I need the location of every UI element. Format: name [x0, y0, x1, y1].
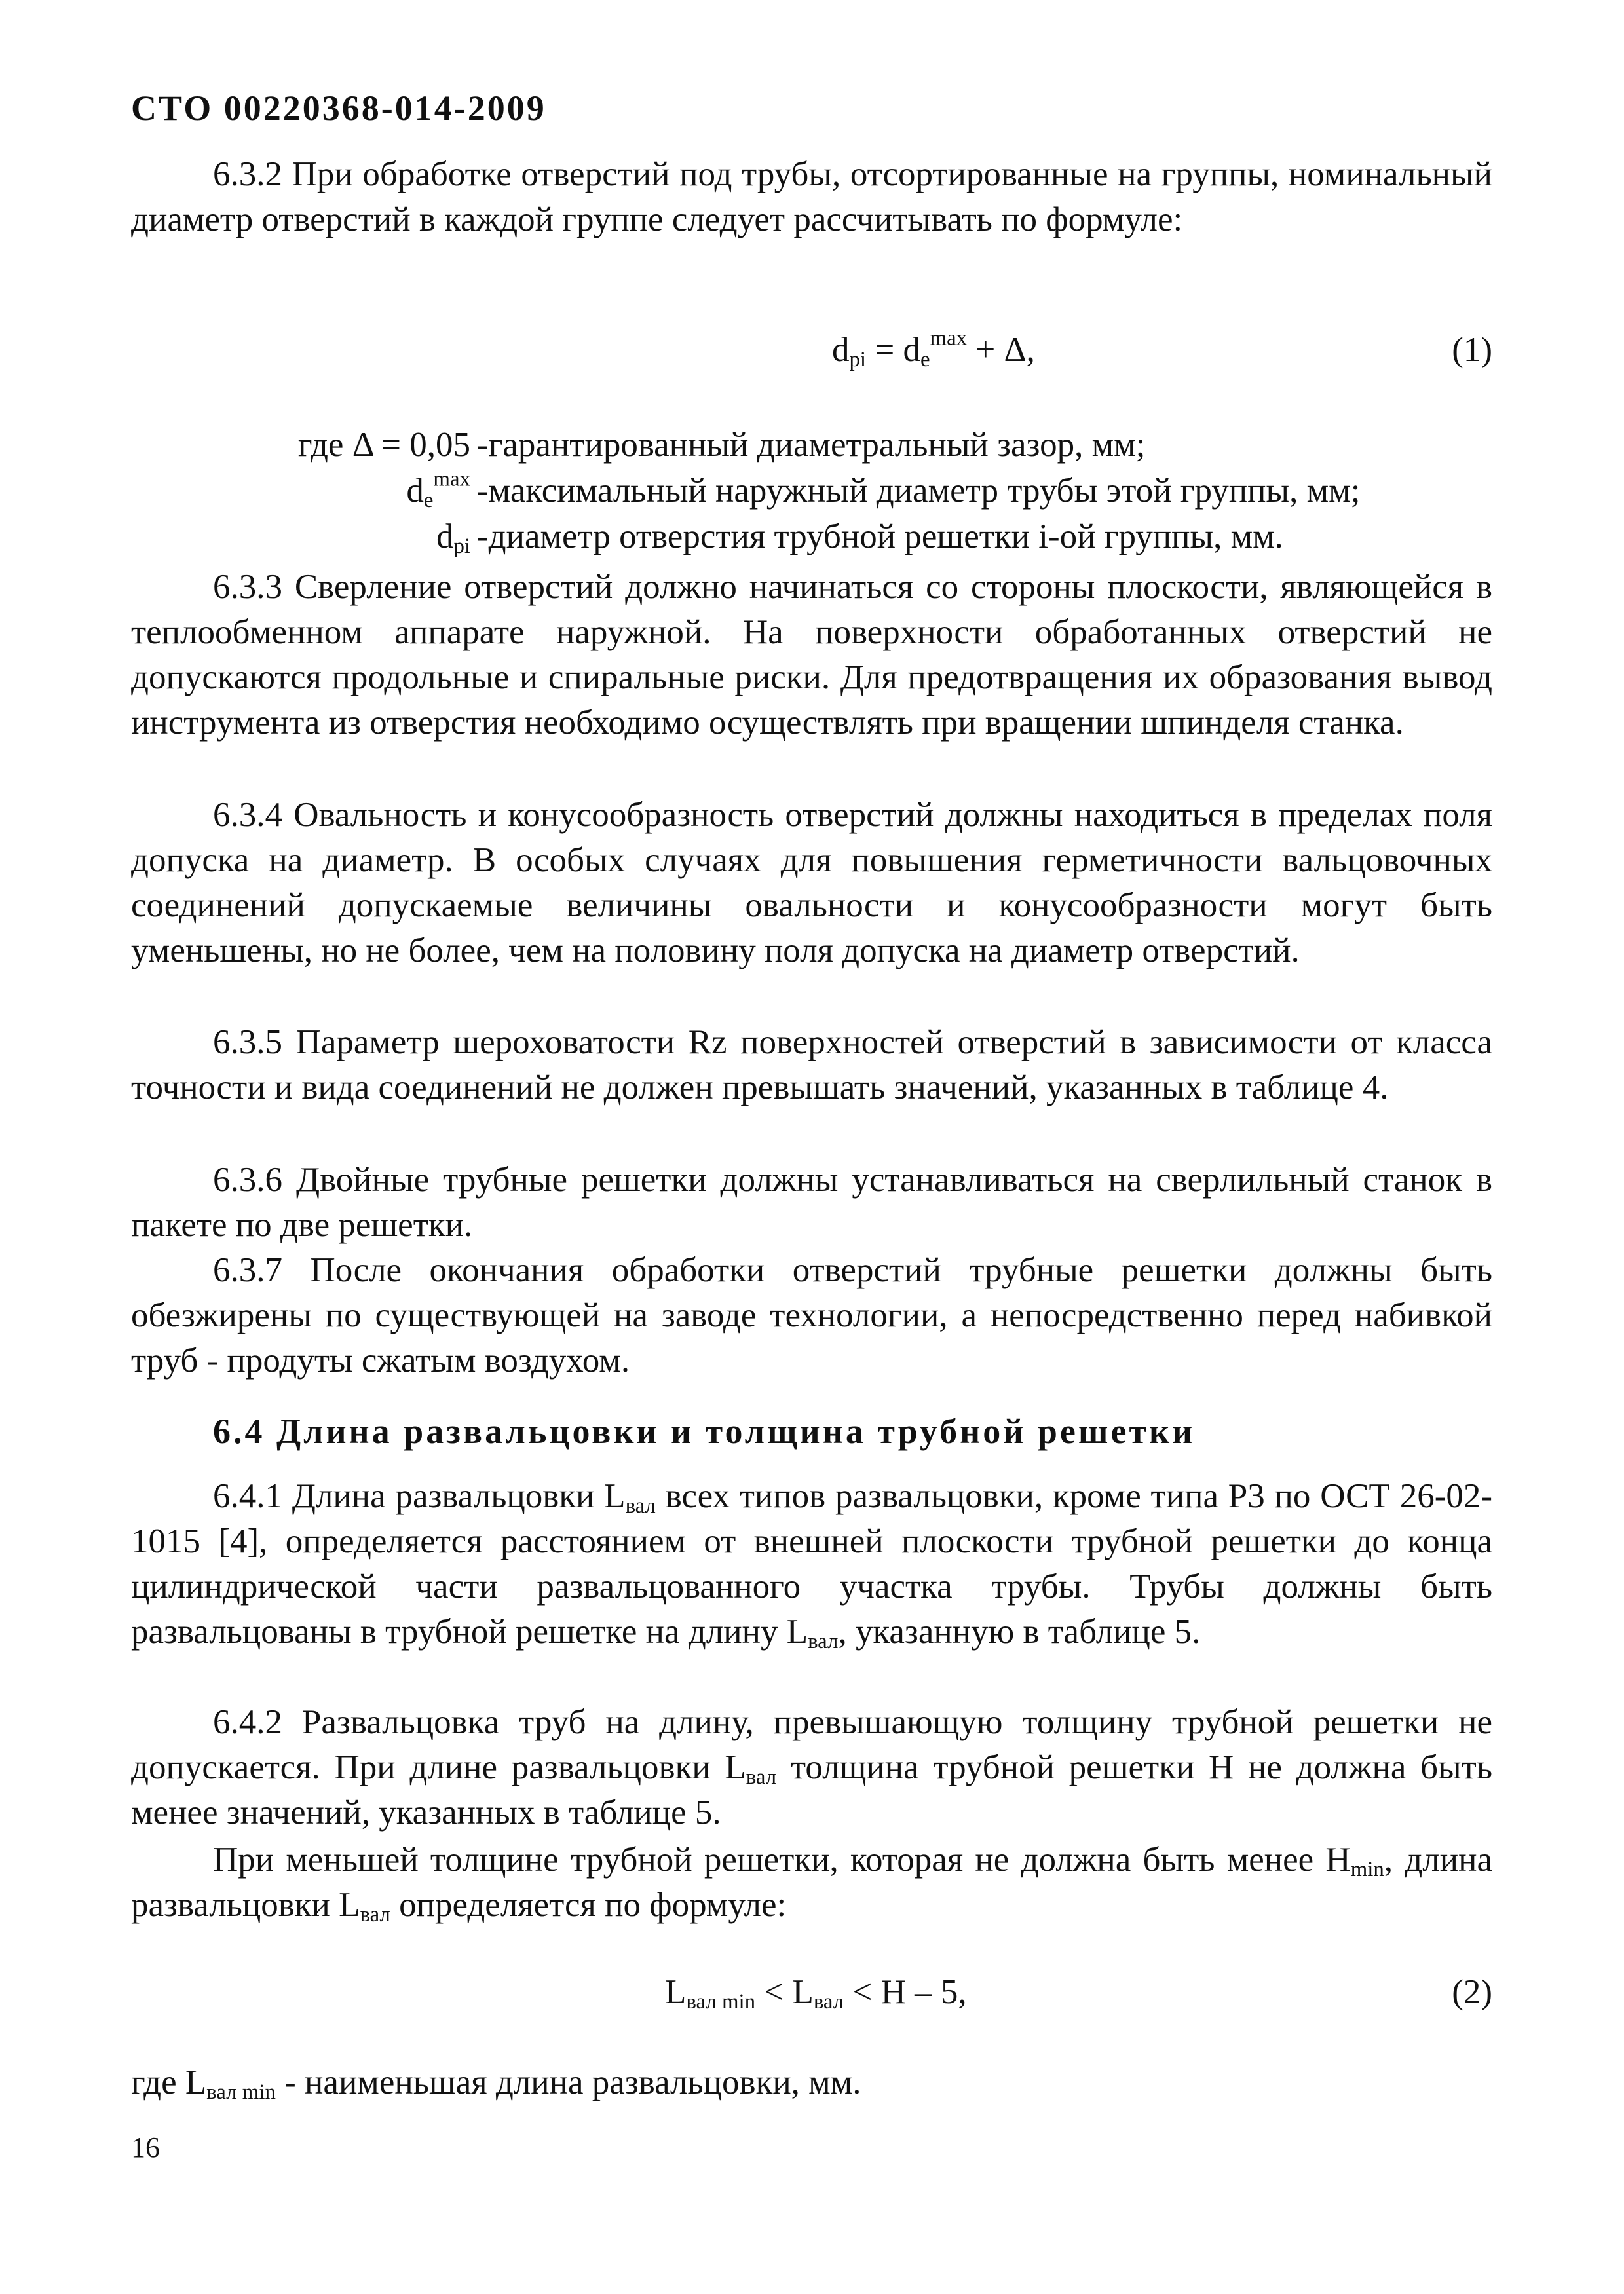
- section-6-4-title: 6.4 Длина развальцовки и толщина трубной решетки: [213, 1412, 1196, 1451]
- document-code-header: СТО 00220368-014-2009: [131, 88, 546, 128]
- formula-2-number: (2): [1452, 1973, 1492, 2011]
- formula-1-number: (1): [1452, 331, 1492, 369]
- formula-2-legend: где $L_{вал min}$ - наименьшая длина развальцовки, мм.: [131, 2063, 861, 2105]
- paragraph-6-3-4: 6.3.4 Овальность и конусообразность отверстий должны находиться в пределах поля допуска на диаметр. В особых случаях для повышения герметичности вальцовочных соединений допускаемые величины овальности и конусообразности могут быть уменьшены, но не более, чем на половину поля допуска на диаметр отверстий.: [131, 796, 1492, 969]
- page-number: 16: [131, 2132, 160, 2164]
- paragraph-6-3-7: 6.3.7 После окончания обработки отверстий трубные решетки должны быть обезжирены по существующей на заводе технологии, а непосредственно перед набивкой труб - продуты сжатым воздухом.: [131, 1251, 1492, 1380]
- paragraph-6-4-2: 6.4.2 Развальцовка труб на длину, превышающую толщину трубной решетки не допускается. При длине развальцовки $L_{вал}$ толщина трубной решетки H не должна быть менее значений, указанных в таблице 5.: [131, 1703, 1492, 1832]
- legend-row-delta: где Δ = 0,05 -гарантированный диаметральный зазор, мм;: [297, 426, 1146, 464]
- paragraph-6-4-3: При меньшей толщине трубной решетки, которая не должна быть менее $H_{min}$, длина развальцовки $L_{вал}$ определяется по формуле:: [131, 1841, 1492, 1927]
- formula-1-legend: [131, 423, 1492, 560]
- formula-1-expression: $d_{pi} = d_e^{max} + \Delta$,: [832, 326, 1035, 372]
- legend-row-dpi: $d_{pi}$ -диаметр отверстия трубной решетки i-ой группы, мм.: [436, 517, 1283, 559]
- paragraph-6-3-3: 6.3.3 Сверление отверстий должно начинаться со стороны плоскости, являющейся в теплообменном аппарате наружной. На поверхности обработанных отверстий не допускаются продольные и спиральные риски. Для предотвращения их образования вывод инструмента из отверстия необходимо осуществлять при вращении шпинделя станка.: [131, 568, 1492, 742]
- paragraph-6-4-1: 6.4.1 Длина развальцовки $L_{вал}$ всех типов развальцовки, кроме типа Р3 по ОСТ 26-02-1015 [4], определяется расстоянием от внешней плоскости трубной решетки до конца цилиндрической части развальцованного участка трубы. Трубы должны быть развальцованы в трубной решетке на длину $L_{вал}$, указанную в таблице 5.: [131, 1477, 1492, 1653]
- formula-1: [131, 328, 1492, 373]
- paragraph-6-3-5: 6.3.5 Параметр шероховатости Rz поверхностей отверстий в зависимости от класса точности и вида соединений не должен превышать значений, указанных в таблице 4.: [131, 1023, 1492, 1106]
- paragraph-6-3-6: 6.3.6 Двойные трубные решетки должны устанавливаться на сверлильный станок в пакете по две решетки.: [131, 1161, 1492, 1244]
- legend-row-de-max: $d_e^{max}$ -максимальный наружный диаметр трубы этой группы, мм;: [406, 467, 1361, 513]
- formula-2: [131, 1970, 1492, 2016]
- formula-2-expression: $L_{вал min} < L_{вал} < H - 5$,: [665, 1973, 967, 2014]
- paragraph-6-3-2: 6.3.2 При обработке отверстий под трубы, отсортированные на группы, номинальный диаметр отверстий в каждой группе следует рассчитывать по формуле:: [131, 155, 1492, 238]
